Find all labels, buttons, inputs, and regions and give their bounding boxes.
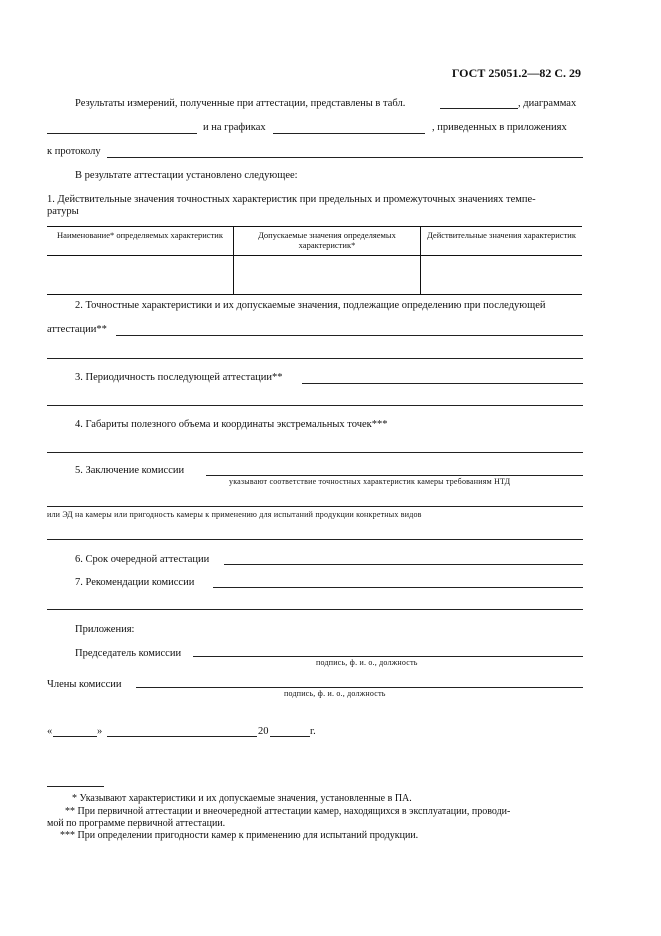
item5-hint2: или ЭД на камеры или пригодность камеры к применению для испытаний продукции конкретных видов — [47, 510, 422, 519]
appendix-label: Приложения: — [75, 624, 135, 635]
date-month-field[interactable] — [107, 736, 257, 737]
item2-field-extra[interactable] — [47, 358, 583, 359]
item5-field-3[interactable] — [47, 539, 583, 540]
date-year-field[interactable] — [270, 736, 310, 737]
footnote-2-cont: мой по программе первичной аттестации. — [47, 818, 226, 829]
chairman-signature-field[interactable] — [193, 656, 583, 657]
table-header-cell: Наименование* определяемых характеристик — [47, 227, 234, 256]
date-open-quote: « — [47, 726, 53, 737]
item5-field[interactable] — [206, 475, 583, 476]
date-year-prefix: 20 — [258, 726, 269, 737]
footnote-1: * Указывают характеристики и их допускаемые значения, установленные в ПА. — [72, 793, 412, 804]
item1-text-line1: 1. Действительные значения точностных характеристик при предельных и промежуточных значениях темпе- — [47, 194, 536, 205]
diagrams-ref-field[interactable] — [47, 133, 197, 134]
graphs-ref-field[interactable] — [273, 133, 425, 134]
item3-field-extra[interactable] — [47, 405, 583, 406]
established-text: В результате аттестации установлено следующее: — [75, 170, 298, 181]
intro-line2-mid: и на графиках — [203, 122, 266, 133]
page-header: ГОСТ 25051.2—82 С. 29 — [451, 66, 581, 80]
item6-text: 6. Срок очередной аттестации — [75, 554, 210, 565]
item3-field[interactable] — [302, 383, 583, 384]
table-header-row — [47, 227, 582, 256]
table-row — [47, 256, 582, 295]
item4-field[interactable] — [47, 452, 583, 453]
item2-text-line1: 2. Точностные характеристики и их допускаемые значения, подлежащие определению при последующей — [75, 300, 546, 311]
item7-field-extra[interactable] — [47, 609, 583, 610]
protocol-ref-field[interactable] — [107, 157, 583, 158]
table-cell[interactable] — [234, 256, 421, 295]
item5-text: 5. Заключение комиссии — [75, 465, 185, 476]
intro-line3-prefix: к протоколу — [47, 146, 101, 157]
characteristics-table — [47, 226, 582, 295]
item5-field-2[interactable] — [47, 506, 583, 507]
item4-text: 4. Габариты полезного объема и координаты экстремальных точек*** — [75, 419, 388, 430]
table-ref-field[interactable] — [440, 108, 518, 109]
footnote-3: *** При определении пригодности камер к применению для испытаний продукции. — [60, 830, 419, 841]
item2-field[interactable] — [116, 335, 583, 336]
intro-line2-suffix: , приведенных в приложениях — [432, 122, 567, 133]
item1-text-line2: ратуры — [47, 206, 79, 217]
item3-text: 3. Периодичность последующей аттестации** — [75, 372, 283, 383]
chairman-hint: подпись, ф. и. о., должность — [316, 658, 418, 667]
item2-text-line2: аттестации** — [47, 324, 107, 335]
item7-text: 7. Рекомендации комиссии — [75, 577, 195, 588]
table-header-cell: Допускаемые значения определяемых характеристик* — [234, 227, 421, 256]
table-cell[interactable] — [421, 256, 583, 295]
members-hint: подпись, ф. и. о., должность — [284, 689, 386, 698]
table-cell[interactable] — [47, 256, 234, 295]
intro-line1-prefix: Результаты измерений, полученные при аттестации, представлены в табл. — [75, 98, 406, 109]
members-signature-field[interactable] — [136, 687, 583, 688]
item6-field[interactable] — [224, 564, 583, 565]
date-close-quote: » — [97, 726, 103, 737]
table-header-cell: Действительные значения характеристик — [421, 227, 583, 256]
footnote-divider — [47, 786, 104, 787]
item5-hint1: указывают соответствие точностных характеристик камеры требованиям НТД — [229, 477, 511, 486]
chairman-label: Председатель комиссии — [75, 648, 182, 659]
footnote-2: ** При первичной аттестации и внеочередной аттестации камер, находящихся в эксплуатации, проводи- — [65, 806, 511, 817]
date-day-field[interactable] — [53, 736, 97, 737]
members-label: Члены комиссии — [47, 679, 122, 690]
intro-line1-suffix: , диаграммах — [518, 98, 577, 109]
item7-field[interactable] — [213, 587, 583, 588]
date-year-suffix: г. — [310, 726, 316, 737]
